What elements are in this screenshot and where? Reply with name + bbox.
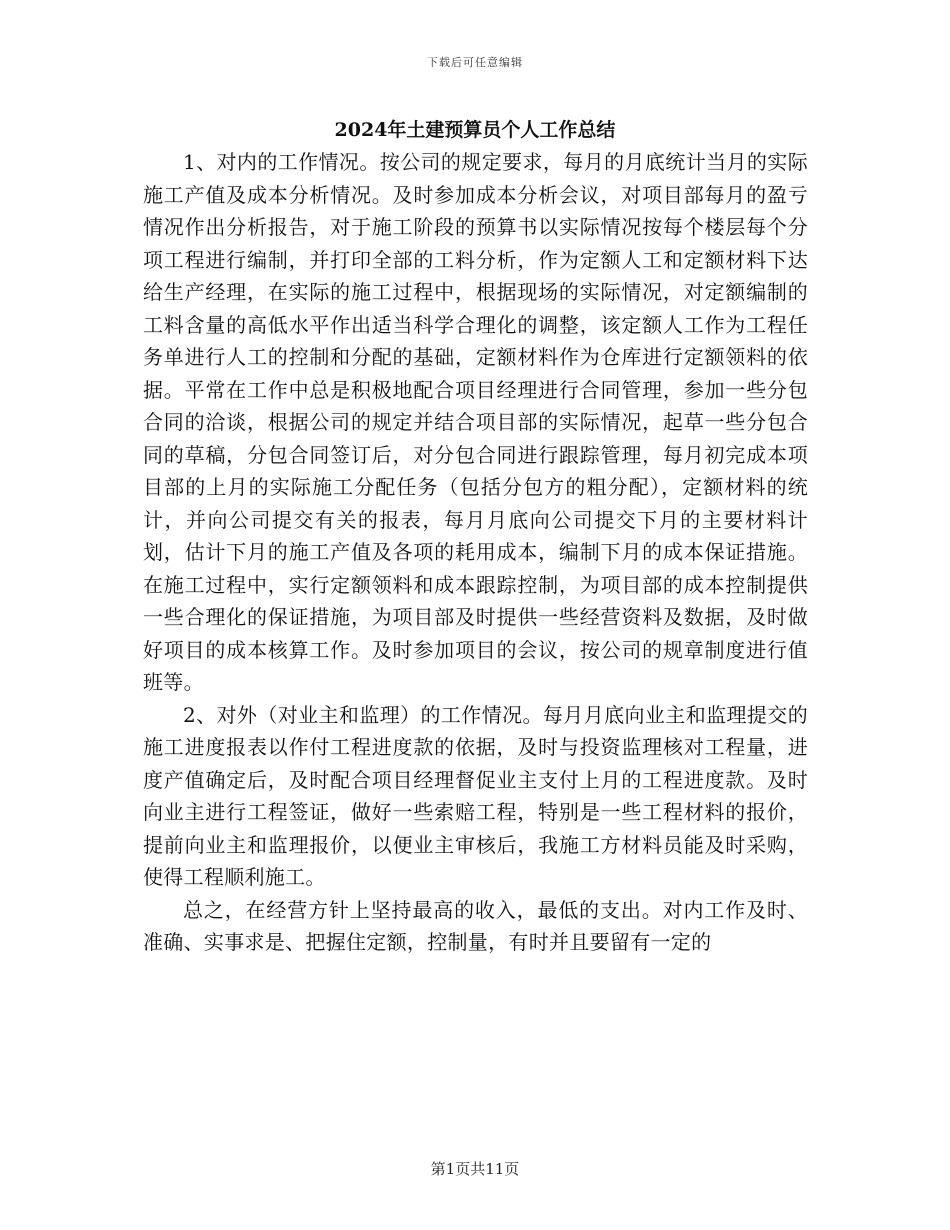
- document-body: [143, 146, 808, 959]
- paragraph-summary: 总之，在经营方针上坚持最高的收入，最低的支出。对内工作及时、准确、实事求是、把握住定额，控制量，有时并且要留有一定的: [143, 897, 808, 954]
- page-number: 第1页共11页: [430, 1160, 520, 1178]
- page-header-note: 下载后可任意编辑: [427, 56, 523, 69]
- paragraph-external-work: 2、对外（对业主和监理）的工作情况。每月月底向业主和监理提交的施工进度报表以作付工程进度款的依据，及时与投资监理核对工程量，进度产值确定后，及时配合项目经理督促业主支付上月的工程进度款。及时向业主进行工程签证，做好一些索赔工程，特别是一些工程材料的报价，提前向业主和监理报价，以便业主审核后，我施工方材料员能及时采购，使得工程顺利施工。: [143, 702, 808, 889]
- paragraph-internal-work: 1、对内的工作情况。按公司的规定要求，每月的月底统计当月的实际施工产值及成本分析情况。及时参加成本分析会议，对项目部每月的盈亏情况作出分析报告，对于施工阶段的预算书以实际情况按每个楼层每个分项工程进行编制，并打印全部的工料分析，作为定额人工和定额材料下达给生产经理，在实际的施工过程中，根据现场的实际情况，对定额编制的工料含量的高低水平作出适当科学合理化的调整，该定额人工作为工程任务单进行人工的控制和分配的基础，定额材料作为仓库进行定额领料的依据。平常在工作中总是积极地配合项目经理进行合同管理，参加一些分包合同的洽谈，根据公司的规定并结合项目部的实际情况，起草一些分包合同的草稿，分包合同签订后，对分包合同进行跟踪管理，每月初完成本项目部的上月的实际施工分配任务（包括分包方的粗分配），定额材料的统计，并向公司提交有关的报表，每月月底向公司提交下月的主要材料计划，估计下月的施工产值及各项的耗用成本，编制下月的成本保证措施。在施工过程中，实行定额领料和成本跟踪控制，为项目部的成本控制提供一些合理化的保证措施，为项目部及时提供一些经营资料及数据，及时做好项目的成本核算工作。及时参加项目的会议，按公司的规章制度进行值班等。: [143, 150, 808, 694]
- document-title: 2024年土建预算员个人工作总结: [334, 119, 616, 141]
